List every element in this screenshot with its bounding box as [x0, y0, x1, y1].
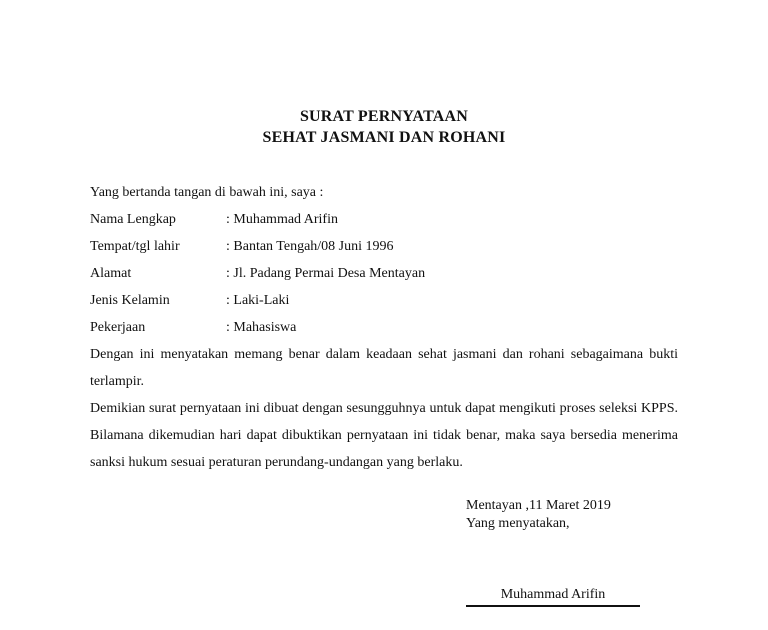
document-subtitle: SEHAT JASMANI DAN ROHANI [262, 129, 506, 146]
closing-paragraph: Demikian surat pernyataan ini dibuat dengan sesungguhnya untuk dapat mengikuti proses seleksi KPPS. Bilamana dikemudian hari dapat dibuktikan pernyataan ini tidak benar, maka saya bersedia menerima sanksi hukum sesuai peraturan perundang-undangan yang berlaku. [90, 401, 678, 470]
place-date: Mentayan ,11 Maret 2019 [466, 498, 611, 513]
field-value-occupation: : Mahasiswa [226, 320, 297, 335]
field-label-gender: Jenis Kelamin [90, 293, 170, 308]
field-value-address: : Jl. Padang Permai Desa Mentayan [226, 266, 426, 281]
document-title: SURAT PERNYATAAN [299, 108, 469, 125]
field-label-birth: Tempat/tgl lahir [90, 239, 180, 254]
field-label-address: Alamat [90, 266, 132, 281]
field-label-occupation: Pekerjaan [90, 320, 146, 335]
closing-phrase: Yang menyatakan, [466, 516, 570, 531]
signer-name: Muhammad Arifin [466, 586, 640, 607]
field-value-birth: : Bantan Tengah/08 Juni 1996 [226, 239, 394, 254]
field-value-name: : Muhammad Arifin [226, 212, 338, 227]
field-value-gender: : Laki-Laki [226, 293, 290, 308]
field-label-name: Nama Lengkap [90, 212, 176, 227]
statement-paragraph: Dengan ini menyatakan memang benar dalam keadaan sehat jasmani dan rohani sebagaimana bukti terlampir. [90, 347, 678, 389]
intro-text: Yang bertanda tangan di bawah ini, saya : [90, 185, 324, 200]
